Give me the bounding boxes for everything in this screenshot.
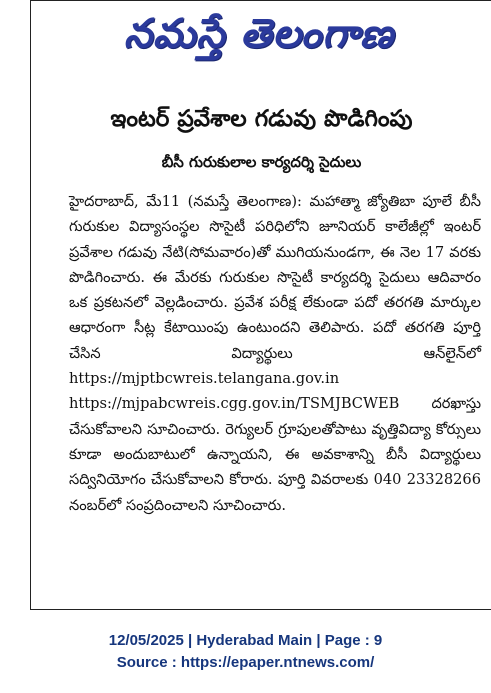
newspaper-masthead: నమస్తే తెలంగాణ <box>123 11 395 57</box>
source-link[interactable]: Source : https://epaper.ntnews.com/ <box>116 654 375 671</box>
article-clipping <box>30 0 491 610</box>
edition-info: 12/05/2025 | Hyderabad Main | Page : 9 <box>108 632 383 649</box>
article-headline: ఇంటర్ ప్రవేశాల గడువు పొడిగింపు <box>110 106 413 132</box>
article-body: హైదరాబాద్, మే11 (నమస్తే తెలంగాణ): మహాత్మా జ్యోతిబా పూలే బీసీ గురుకుల విద్యాసంస్థల సొసైటీ పరిధిలోని జూనియర్ కాలేజీల్లో ఇంటర్ ప్రవేశాల గడువు నేటి(సోమవారం)తో ముగియనుండగా, ఈ నెల 17 వరకు పొడిగించారు. ఈ మేరకు గురుకుల సొసైటీ కార్యదర్శి సైదులు ఆదివారం ఒక ప్రకటనలో వెల్లడించారు. ప్రవేశ పరీక్ష లేకుండా పదో తరగతి మార్కుల ఆధారంగా సీట్ల కేటాయింపు ఉంటుందని తెలిపారు. పదో తరగతి పూర్తి చేసిన విద్యార్థులు ఆన్‌లైన్‌లో https://mjptbcwreis.telangana.gov.in https://mjpabcwreis.cgg.gov.in/TSMJBCWEB దరఖాస్తు చేసుకోవాలని సూచించారు. రెగ్యులర్ గ్రూపులతోపాటు వృత్తివిద్యా కోర్సులు కూడా అందుబాటులో ఉన్నాయని, ఈ అవకాశాన్ని బీసీ విద్యార్థులు సద్వినియోగం చేసుకోవాలని కోరారు. పూర్తి వివరాలకు 040 23328266 నంబర్‌లో సంప్రదించాలని సూచించారు. <box>69 193 482 514</box>
article-subheadline: బీసీ గురుకులాల కార్యదర్శి సైదులు <box>161 153 362 171</box>
